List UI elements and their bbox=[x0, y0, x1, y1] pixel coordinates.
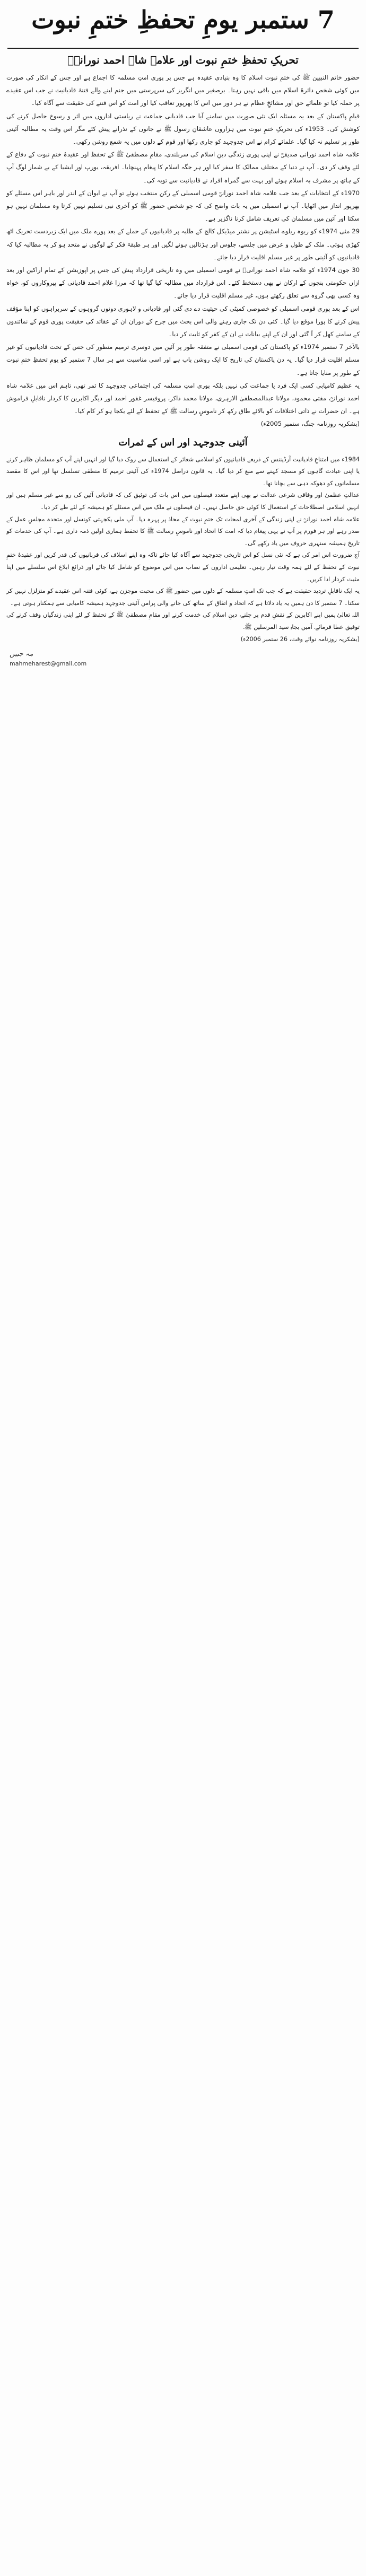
article-paragraph: اللہ تعالیٰ ہمیں اپنے اکابرین کے نقشِ قدم پر چلنے، دینِ اسلام کی خدمت کرنے اور مقامِ مصطفیٰ ﷺ کے تحفظ کے لئے اپنی زندگیاں وقف کرنے کی توفیق عطا فرمائے۔ آمین بجاہِ سید المرسلین ﷺ۔ bbox=[6, 611, 360, 630]
article-paragraph: قیامِ پاکستان کے بعد یہ مسئلہ ایک نئی صورت میں سامنے آیا جب قادیانی جماعت نے ریاستی اداروں میں اثر و رسوخ حاصل کرنے کی کوشش کی۔ 1953ء کی تحریکِ ختمِ نبوت میں ہزاروں عاشقانِ رسول ﷺ نے جانوں کے نذرانے پیش کئے مگر اس وقت یہ مطالبہ آئینی طور پر تسلیم نہ کیا گیا۔ علمائے کرام نے اس جدوجہد کو جاری رکھا اور قوم کے دلوں میں یہ شمع روشن رکھی۔ bbox=[6, 112, 360, 146]
article-paragraph: علامہ شاہ احمد نورانی صدیقیؒ نے اپنی پوری زندگی دینِ اسلام کی سربلندی، مقامِ مصطفیٰ ﷺ کے تحفظ اور عقیدۂ ختمِ نبوت کے دفاع کے لئے وقف کر دی۔ آپ نے دنیا کے مختلف ممالک کا سفر کیا اور ہر جگہ اسلام کا پیغام پہنچایا۔ افریقہ، یورپ اور ایشیا کے بے شمار لوگ آپ کے ہاتھ پر مشرف بہ اسلام ہوئے اور بہت سے گمراہ افراد نے قادیانیت سے توبہ کی۔ bbox=[6, 151, 360, 184]
article-paragraph: اس کے بعد پوری قومی اسمبلی کو خصوصی کمیٹی کی حیثیت دے دی گئی اور قادیانی و لاہوری دونوں گروہوں کے سربراہوں کو اپنا مؤقف پیش کرنے کا پورا موقع دیا گیا۔ کئی دن تک جاری رہنے والی اس بحث میں جرح کے دوران ان کے عقائد کی حقیقت پوری قوم کے نمائندوں کے سامنے کھل کر آ گئی اور ان کے اپنے بیانات نے ان کے کفر کو ثابت کر دیا۔ bbox=[6, 304, 360, 338]
headline-rule bbox=[7, 48, 359, 49]
signoff-email: mahmeharest@gmail.com bbox=[10, 660, 87, 668]
article-paragraph: حضور خاتم النبیین ﷺ کی ختمِ نبوت اسلام کا وہ بنیادی عقیدہ ہے جس پر پوری امتِ مسلمہ کا اجماع ہے اور جس کے انکار کی صورت میں کوئی شخص دائرۂ اسلام میں باقی نہیں رہتا۔ برصغیر میں انگریز کی سرپرستی میں جنم لینے والے فتنۂ قادیانیت نے جب اس عقیدے پر حملہ کیا تو علمائے حق اور مشائخِ عظام نے ہر دور میں اس کا بھرپور تعاقب کیا اور امت کو اس فتنے کی حقیقت سے آگاہ کیا۔ bbox=[6, 74, 360, 107]
source-credit: (بشکریہ روزنامہ جنگ، ستمبر 2005ء) bbox=[260, 420, 360, 428]
article-paragraph: بالآخر 7 ستمبر 1974ء کو پاکستان کی قومی اسمبلی نے متفقہ طور پر آئین میں دوسری ترمیم منظور کی جس کے تحت قادیانیوں کو غیر مسلم اقلیت قرار دیا گیا۔ یہ دن پاکستان کی تاریخ کا ایک روشن باب ہے اور اسی مناسبت سے ہر سال 7 ستمبر کو یومِ تحفظِ ختمِ نبوت کے طور پر منایا جاتا ہے۔ bbox=[6, 343, 360, 376]
signoff bbox=[10, 650, 356, 669]
byline: تحریکِ تحفظِ ختمِ نبوت اور علامہ شاہ احمد نورانیؒ bbox=[67, 54, 299, 66]
article-paragraph: 30 جون 1974ء کو علامہ شاہ احمد نورانیؒ نے قومی اسمبلی میں وہ تاریخی قرارداد پیش کی جس پر اپوزیشن کے تمام اراکین اور بعد ازاں حکومتی بنچوں کے ارکان نے بھی دستخط کئے۔ اس قرارداد میں مطالبہ کیا گیا تھا کہ مرزا غلام احمد قادیانی کے پیروکاروں کو، خواہ وہ کسی بھی گروہ سے تعلق رکھتے ہوں، غیر مسلم اقلیت قرار دیا جائے۔ bbox=[6, 266, 360, 300]
article-paragraph: یہ ایک ناقابلِ تردید حقیقت ہے کہ جب تک امتِ مسلمہ کے دلوں میں حضور ﷺ کی محبت موجزن ہے، کوئی فتنہ اس عقیدے کو متزلزل نہیں کر سکتا۔ 7 ستمبر کا دن ہمیں یہ یاد دلاتا ہے کہ اتحاد و اتفاق کے ساتھ کی جانے والی پرامن آئینی جدوجہد ہمیشہ کامیابی سے ہمکنار ہوتی ہے۔ bbox=[6, 588, 360, 607]
article-paragraph: 1970ء کے انتخابات کے بعد جب علامہ شاہ احمد نورانیؒ قومی اسمبلی کے رکن منتخب ہوئے تو آپ نے ایوان کے اندر اور باہر اس مسئلے کو بھرپور انداز میں اٹھایا۔ آپ نے اسمبلی میں یہ بات واضح کی کہ جو شخص حضور ﷺ کو آخری نبی تسلیم نہیں کرتا وہ مسلمان نہیں ہو سکتا اور آئین میں مسلمان کی تعریف شامل کرنا ناگزیر ہے۔ bbox=[6, 189, 360, 223]
article-paragraph: عدالتِ عظمیٰ اور وفاقی شرعی عدالت نے بھی اپنے متعدد فیصلوں میں اس بات کی توثیق کی کہ قادیانی آئین کی رو سے غیر مسلم ہیں اور انہیں اسلامی اصطلاحات کے استعمال کا کوئی حق حاصل نہیں۔ ان فیصلوں نے ملک میں اس مسئلے کو ہمیشہ کے لئے طے کر دیا۔ bbox=[6, 492, 360, 511]
article-paragraph: 29 مئی 1974ء کو ربوہ ریلوے اسٹیشن پر نشتر میڈیکل کالج کے طلبہ پر قادیانیوں کے حملے کے بعد پورے ملک میں ایک زبردست تحریک اٹھ کھڑی ہوئی۔ ملک کے طول و عرض میں جلسے، جلوس اور ہڑتالیں ہونے لگیں اور ہر طبقۂ فکر کے لوگوں نے متحد ہو کر یہ مطالبہ کیا کہ قادیانیوں کو آئینی طور پر غیر مسلم اقلیت قرار دیا جائے۔ bbox=[6, 227, 360, 261]
sub-heading: آئینی جدوجہد اور اس کے ثمرات bbox=[118, 436, 248, 448]
article-paragraph: علامہ شاہ احمد نورانیؒ نے اپنی زندگی کے آخری لمحات تک ختمِ نبوت کے محاذ پر پہرہ دیا۔ آپ ملی یکجہتی کونسل اور متحدہ مجلسِ عمل کے صدر رہے اور ہر فورم پر آپ نے یہی پیغام دیا کہ امت کا اتحاد اور ناموسِ رسالت ﷺ کا تحفظ ہماری اولین ذمہ داری ہے۔ آپ کی خدمات کو تاریخ ہمیشہ سنہری حروف میں یاد رکھے گی۔ bbox=[6, 515, 360, 547]
article-paragraph: 1984ء میں امتناعِ قادیانیت آرڈیننس کے ذریعے قادیانیوں کو اسلامی شعائر کے استعمال سے روک دیا گیا اور انہیں اپنے آپ کو مسلمان ظاہر کرنے یا اپنی عبادت گاہوں کو مسجد کہنے سے منع کر دیا گیا۔ یہ قانون دراصل 1974ء کی آئینی ترمیم کا منطقی تسلسل تھا اور اس کا مقصد مسلمانوں کو دھوکہ دہی سے بچانا تھا۔ bbox=[6, 455, 360, 487]
article-body-part-1 bbox=[4, 71, 362, 431]
headline: 7 ستمبر یومِ تحفظِ ختمِ نبوت bbox=[31, 5, 335, 34]
article-body-part-2 bbox=[4, 454, 362, 646]
article-paragraph: آج ضرورت اس امر کی ہے کہ نئی نسل کو اس تاریخی جدوجہد سے آگاہ کیا جائے تاکہ وہ اپنے اسلاف کی قربانیوں کی قدر کریں اور عقیدۂ ختمِ نبوت کے تحفظ کے لئے ہمہ وقت تیار رہیں۔ تعلیمی اداروں کے نصاب میں اس موضوع کو شامل کیا جائے اور ذرائع ابلاغ اس سلسلے میں اپنا مثبت کردار ادا کریں۔ bbox=[6, 551, 360, 583]
source-credit: (بشکریہ روزنامہ نوائے وقت، 26 ستمبر 2006ء) bbox=[240, 635, 360, 643]
signoff-name: مہ جبیں bbox=[10, 650, 33, 659]
article-paragraph: یہ عظیم کامیابی کسی ایک فرد یا جماعت کی نہیں بلکہ پوری امتِ مسلمہ کی اجتماعی جدوجہد کا ثمر تھی، تاہم اس میں علامہ شاہ احمد نورانیؒ، مفتی محمود، مولانا عبدالمصطفیٰ الازہری، مولانا محمد ذاکر، پروفیسر غفور احمد اور دیگر اکابرین کا کردار ناقابلِ فراموش ہے۔ ان حضرات نے ذاتی اختلافات کو بالائے طاق رکھ کر ناموسِ رسالت ﷺ کے تحفظ کے لئے یکجا ہو کر کام کیا۔ bbox=[6, 381, 360, 415]
